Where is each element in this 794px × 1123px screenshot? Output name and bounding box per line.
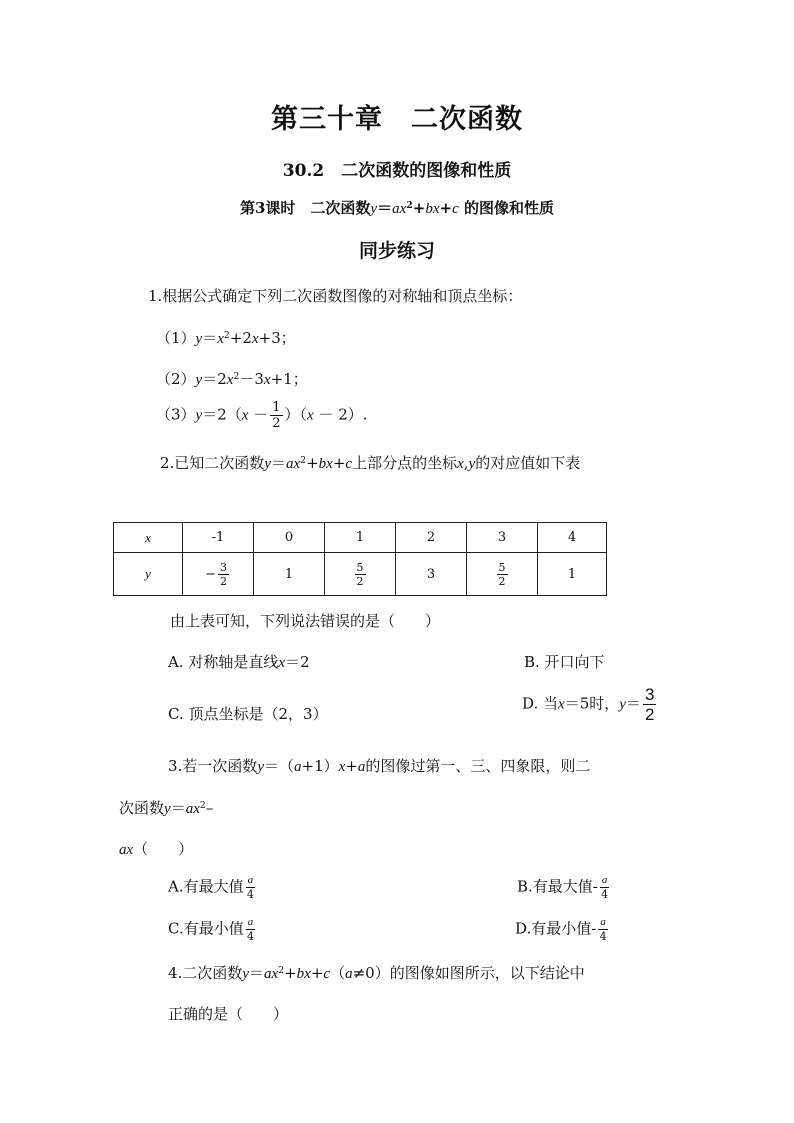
q3-line1-c: 的图像过第一、三、四象限，则二 xyxy=(365,757,591,775)
q3-option-c-label: C.有最小值 xyxy=(168,919,244,938)
q1-item3: （3）y＝2（x － $\frac{1}{2}$ ）（x － 2）. xyxy=(156,400,368,431)
cell-num: 3 xyxy=(219,560,227,574)
frac-den: 4 xyxy=(246,930,254,943)
q3-option-a xyxy=(168,875,257,900)
cell-fraction xyxy=(218,562,229,587)
table-cell: 1 xyxy=(538,553,607,596)
q3-line3-suffix: （ ） xyxy=(133,840,194,858)
q2-option-d-prefix: D. 当 xyxy=(522,694,559,713)
lesson-prefix: 第3课时 二次函数 xyxy=(239,199,371,217)
frac-den: 4 xyxy=(601,888,609,901)
table-cell: 3 xyxy=(396,553,467,596)
q3-option-d-fraction xyxy=(598,917,608,942)
table-row-y xyxy=(114,553,607,596)
q3-line1-prefix: 3.若一次函数 xyxy=(168,757,258,775)
q1-item3-b: － xyxy=(253,405,269,424)
table-header-x: x xyxy=(114,523,183,553)
q3-option-b-fraction xyxy=(600,875,610,900)
q2-option-b: B. 开口向下 xyxy=(524,653,605,671)
q2-option-d-den: 2 xyxy=(644,705,655,724)
q4-line1-suffix: 的图像如图所示，以下结论中 xyxy=(389,964,585,982)
table-cell: 1 xyxy=(254,553,325,596)
q3-option-d xyxy=(515,917,610,942)
practice-heading: 同步练习 xyxy=(358,240,435,262)
frac-den: 4 xyxy=(599,930,607,943)
cell-num: 5 xyxy=(498,560,506,574)
lesson-title: 第3课时 二次函数$y=ax^2+bx+c$ 的图像和性质 xyxy=(239,199,555,217)
table-cell: 1 xyxy=(325,523,396,553)
frac-num: a xyxy=(247,874,254,886)
q3-line1-b: +1） xyxy=(301,757,339,775)
q4-condition: ≠0） xyxy=(352,964,390,982)
q1-item3-a: ＝2（ xyxy=(202,405,242,424)
q1-stem: 1.根据公式确定下列二次函数图像的对称轴和顶点坐标： xyxy=(148,287,523,305)
q2-option-d: D. 当x＝5时，y＝ $\frac{3}{2}$ xyxy=(522,685,655,724)
lesson-suffix: 的图像和性质 xyxy=(464,199,555,217)
q1-item2: $(2)y=2x^2-3x+1$； xyxy=(156,370,308,388)
cell-num: 5 xyxy=(356,560,364,574)
cell-sign: − xyxy=(205,566,216,582)
q3-option-b-label: B.有最大值- xyxy=(517,877,598,896)
q3-line2: 次函数$y=ax^2-$ xyxy=(119,799,214,817)
table-header-y: y xyxy=(114,553,183,596)
q2-option-c: C. 顶点坐标是（2，3） xyxy=(168,705,328,723)
q2-question: 由上表可知，下列说法错误的是（ ） xyxy=(170,612,441,630)
table-cell xyxy=(467,553,538,596)
q2-option-a: A. 对称轴是直线x＝2 xyxy=(168,653,310,671)
q3-option-d-label: D.有最小值- xyxy=(515,919,597,938)
q2-option-d-fraction xyxy=(643,686,656,723)
q2-stem-prefix: 2.已知二次函数 xyxy=(160,454,265,472)
q2-option-d-num: 3 xyxy=(644,685,655,704)
q2-option-d-mid: ＝5时， xyxy=(564,694,620,713)
q1-item3-label: （3） xyxy=(156,405,196,424)
cell-den: 2 xyxy=(356,574,364,588)
q3-line2-prefix: 次函数 xyxy=(119,799,165,817)
q1-item3-c: ）（ xyxy=(284,405,308,424)
q2-stem: 2.已知二次函数$y=ax^2+bx+c$上部分点的坐标x,y的对应值如下表 xyxy=(160,454,581,472)
q1-item1: $(1)y=x^2+2x+3$； xyxy=(156,329,296,347)
value-table xyxy=(113,522,607,596)
q1-item1-label: （1） xyxy=(156,329,196,347)
table-cell: 3 xyxy=(467,523,538,553)
frac-num: a xyxy=(600,916,606,928)
section-title: 30.2 二次函数的图像和性质 xyxy=(282,161,512,181)
frac-num: a xyxy=(247,916,254,928)
chapter-title: 第三十章 二次函数 xyxy=(271,104,523,135)
q3-option-c xyxy=(168,917,257,942)
q2-option-a-prefix: A. 对称轴是直线 xyxy=(168,653,279,671)
table-cell: 4 xyxy=(538,523,607,553)
q3-line1: 3.若一次函数y＝（a+1）x+a的图像过第一、三、四象限，则二 xyxy=(168,757,591,775)
cell-den: 2 xyxy=(219,574,227,588)
cell-fraction xyxy=(497,562,508,587)
q3-option-a-label: A.有最大值 xyxy=(168,877,244,896)
q1-item2-label: （2） xyxy=(156,370,196,388)
q3-line3: ax（ ） xyxy=(119,840,194,858)
table-cell xyxy=(183,553,254,596)
q1-item3-num: 1 xyxy=(272,400,281,415)
q2-stem-suffix: 上部分点的坐标 xyxy=(352,454,458,472)
table-cell xyxy=(325,553,396,596)
frac-den: 4 xyxy=(246,888,254,901)
q4-line2: 正确的是（ ） xyxy=(168,1005,289,1023)
q3-option-a-fraction xyxy=(246,875,256,900)
q1-item1-end2: +3； xyxy=(258,329,296,347)
q3-line1-a: ＝（ xyxy=(263,757,294,775)
cell-fraction xyxy=(355,562,366,587)
q1-item3-den: 2 xyxy=(272,416,281,431)
q4-line1-prefix: 4.二次函数 xyxy=(168,964,243,982)
q1-item2-mid2: －3 xyxy=(239,370,264,388)
q2-option-d-eq: ＝ xyxy=(625,694,641,713)
q1-item1-end: +2 xyxy=(229,329,252,347)
q2-stem-tail: 的对应值如下表 xyxy=(475,454,581,472)
q3-option-c-fraction xyxy=(246,917,256,942)
table-cell: 2 xyxy=(396,523,467,553)
table-cell: -1 xyxy=(183,523,254,553)
q1-item3-fraction xyxy=(270,401,282,430)
q3-option-b xyxy=(517,875,611,900)
q2-option-a-suffix: ＝2 xyxy=(285,653,310,671)
q1-item2-mid: ＝2 xyxy=(202,370,227,388)
cell-den: 2 xyxy=(498,574,506,588)
q4-line1: 4.二次函数$y=ax^2+bx+c(a\ne 0)$的图像如图所示，以下结论中 xyxy=(168,964,585,982)
q1-item2-end: +1； xyxy=(270,370,308,388)
frac-num: a xyxy=(601,874,608,886)
table-cell: 0 xyxy=(254,523,325,553)
table-row-x xyxy=(114,523,607,553)
q1-item3-d: － 2）. xyxy=(313,405,368,424)
